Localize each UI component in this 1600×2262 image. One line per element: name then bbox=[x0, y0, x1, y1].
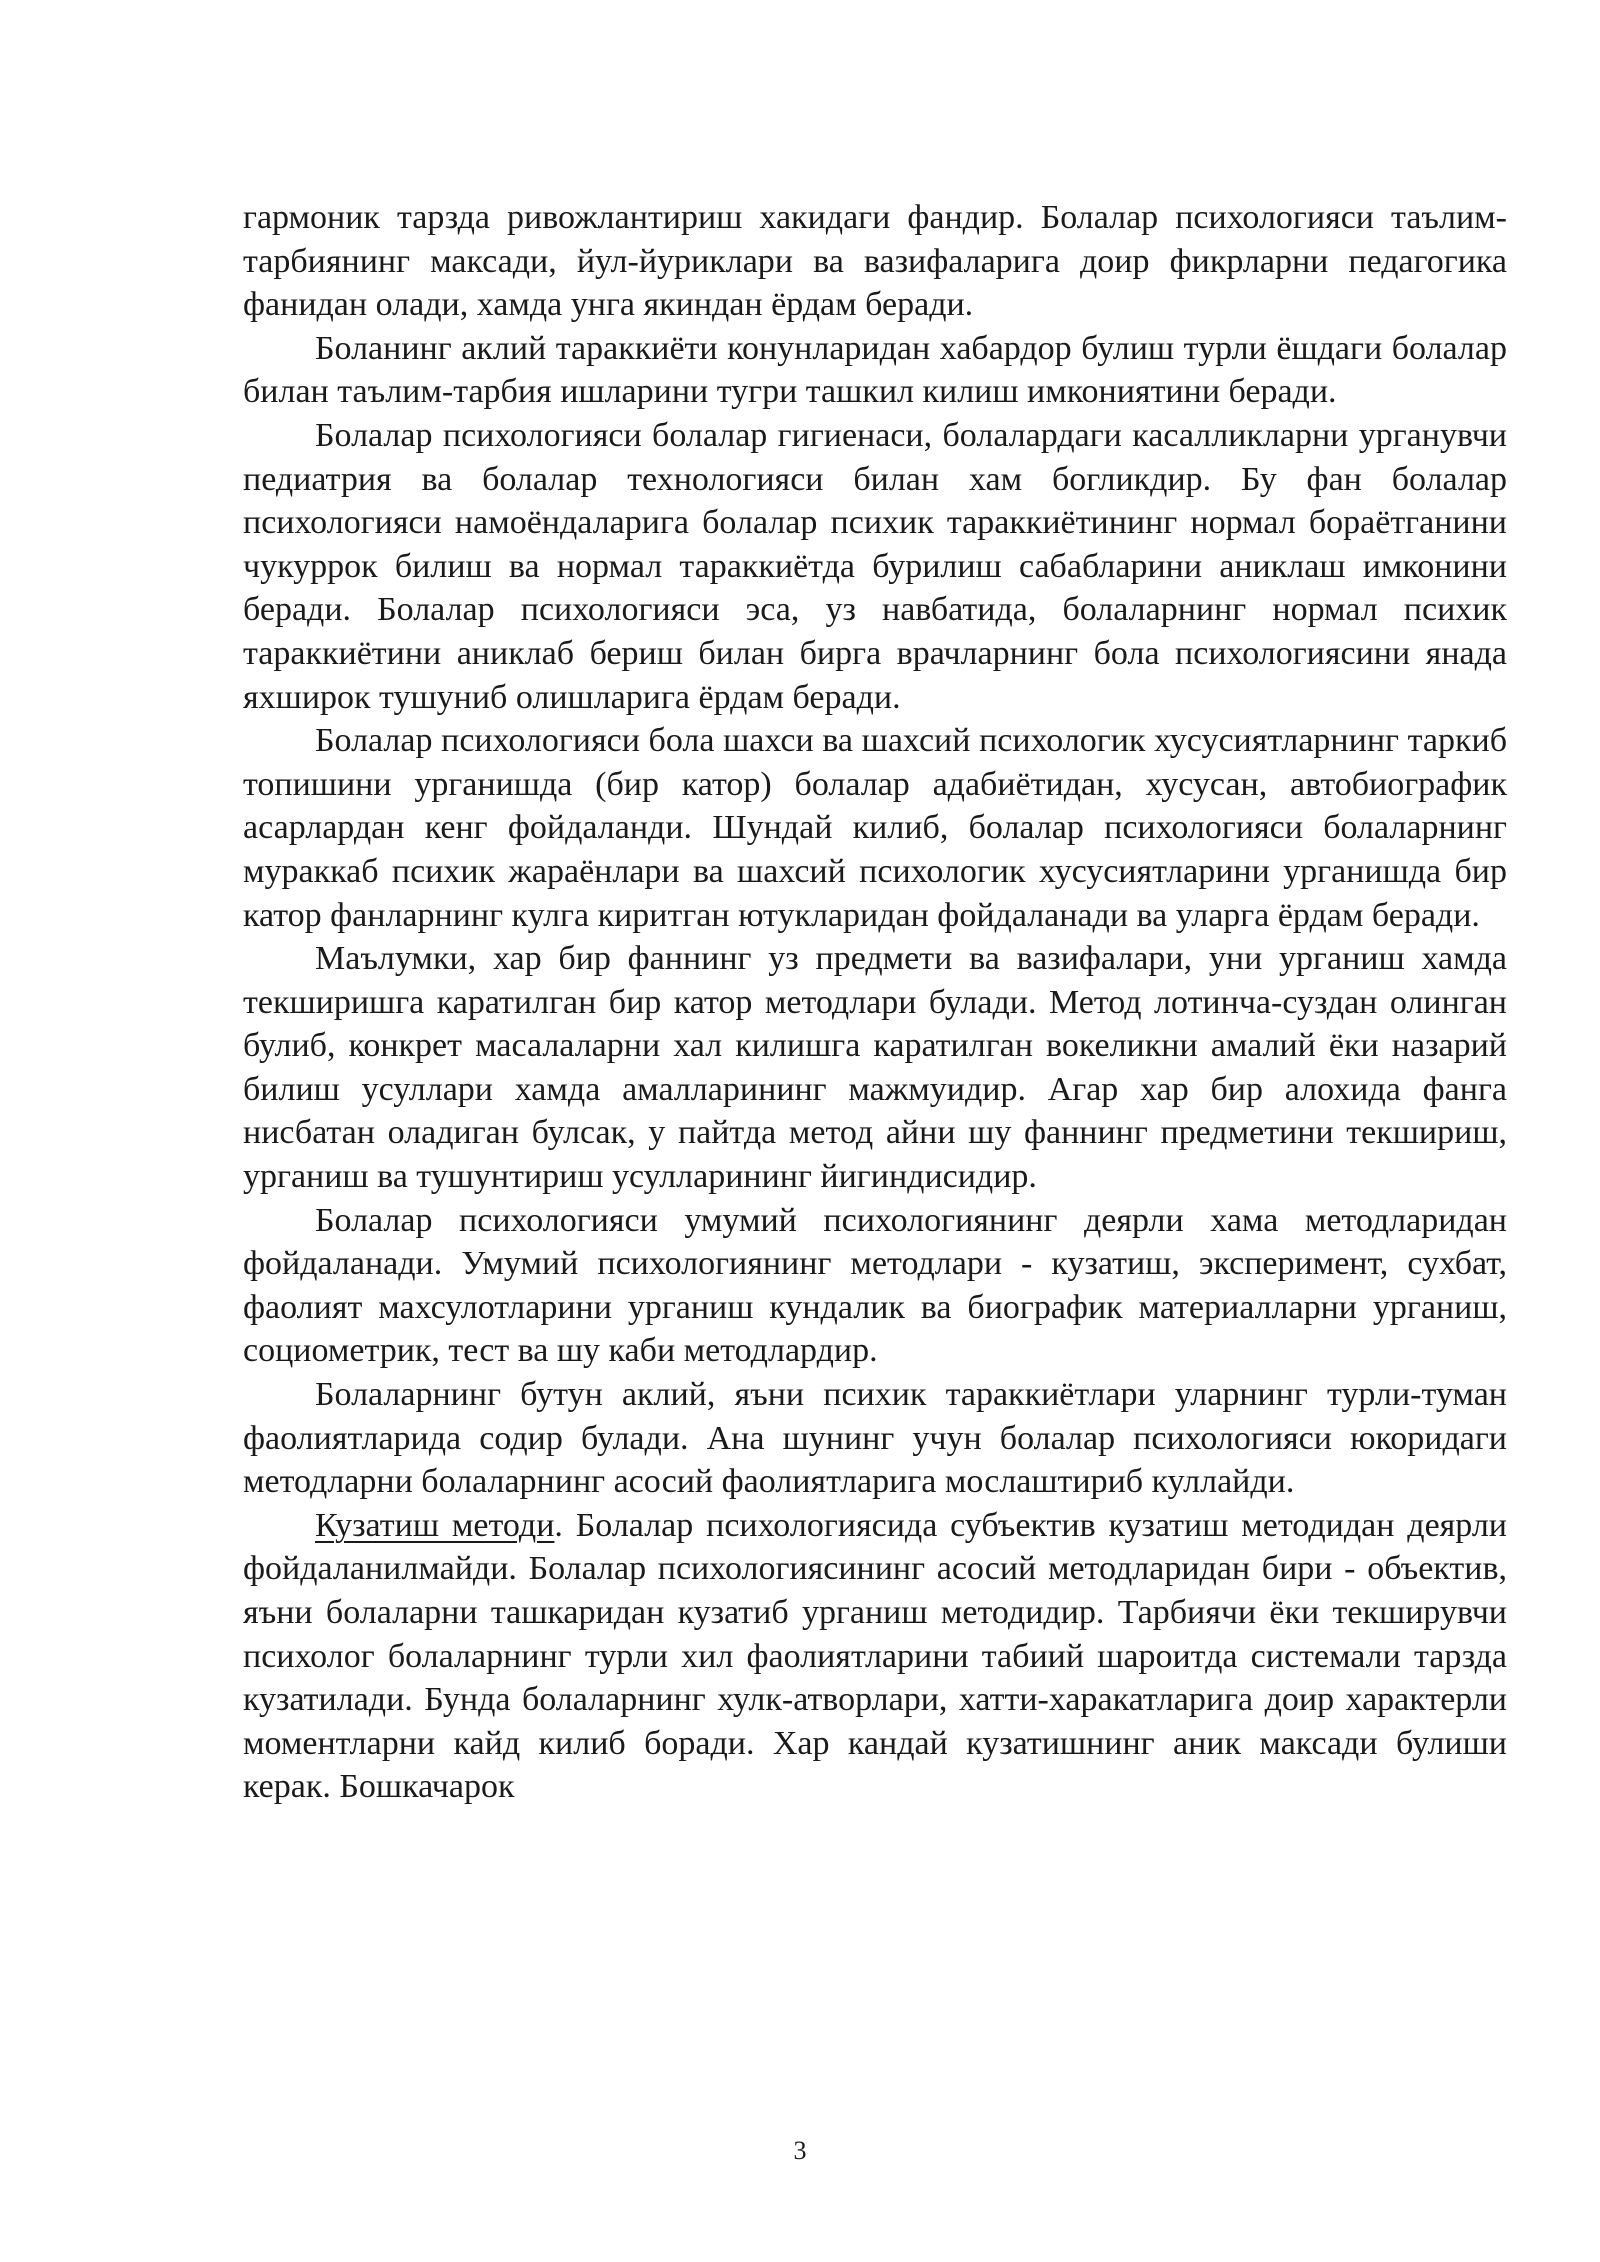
paragraph-2 bbox=[243, 327, 1507, 414]
paragraph-text: Боланинг аклий тараккиёти конунларидан хабардор булиш турли ёшдаги болалар билан таълим-тарбия ишларини тугри ташкил килиш имкониятини беради. bbox=[243, 329, 1507, 411]
document-body bbox=[243, 196, 1507, 1809]
section-heading-underlined: Кузатиш методи bbox=[315, 1506, 555, 1544]
paragraph-6 bbox=[243, 1199, 1507, 1373]
page-number: 3 bbox=[793, 2136, 807, 2165]
paragraph-5 bbox=[243, 937, 1507, 1199]
paragraph-text: . Болалар психологиясида субъектив кузатиш методидан деярли фойдаланилмайди. Болалар психологиясининг асосий методларидан бири - объектив, яъни болаларни ташкаридан кузатиб урганиш методидир. Тарбиячи ёки текширувчи психолог болаларнинг турли хил фаолиятларини табиий шароитда системали тарзда кузатилади. Бунда болаларнинг хулк-атворлари, хатти-харакатларига доир характерли моментларни кайд килиб боради. Хар кандай кузатишнинг аник максади булиши керак. Бошкачарок bbox=[243, 1506, 1508, 1806]
paragraph-text: Болаларнинг бутун аклий, яъни психик тараккиётлари уларнинг турли-туман фаолиятларида содир булади. Ана шунинг учун болалар психологияси юкоридаги методларни болаларнинг асосий фаолиятларига мослаштириб куллайди. bbox=[243, 1376, 1507, 1501]
paragraph-8 bbox=[243, 1504, 1507, 1809]
paragraph-text: Болалар психологияси болалар гигиенаси, болалардаги касалликларни урганувчи педиатрия ва болалар технологияси билан хам богликдир. Бу фан болалар психологияси намоёндаларига болалар психик тараккиётининг нормал бораётганини чукуррок билиш ва нормал тараккиётда бурилиш сабабларини аниклаш имконини беради. Болалар психологияси эса, уз навбатида, болаларнинг нормал психик тараккиётини аниклаб бериш билан бирга врачларнинг бола психологиясини янада яхширок тушуниб олишларига ёрдам беради. bbox=[243, 416, 1507, 716]
paragraph-text: Болалар психологияси бола шахси ва шахсий психологик хусусиятларнинг таркиб топишини урганишда (бир катор) болалар адабиётидан, хусусан, автобиографик асарлардан кенг фойдаланди. Шундай килиб, болалар психологияси болаларнинг мураккаб психик жараёнлари ва шахсий психологик хусусиятларини урганишда бир катор фанларнинг кулга киритган ютукларидан фойдаланади ва уларга ёрдам беради. bbox=[243, 722, 1507, 934]
paragraph-1 bbox=[243, 196, 1507, 327]
paragraph-text: гармоник тарзда ривожлантириш хакидаги фандир. Болалар психологияси таълим-тарбиянинг максади, йул-йуриклари ва вазифаларига доир фикрларни педагогика фанидан олади, хамда унга якиндан ёрдам беради. bbox=[243, 199, 1507, 324]
paragraph-3 bbox=[243, 414, 1507, 719]
paragraph-4 bbox=[243, 719, 1507, 937]
paragraph-text: Болалар психологияси умумий психологиянинг деярли хама методларидан фойдаланади. Умумий психологиянинг методлари - кузатиш, эксперимент, сухбат, фаолият махсулотларини урганиш кундалик ва биографик материалларни урганиш, социометрик, тест ва шу каби методлардир. bbox=[243, 1201, 1507, 1370]
paragraph-text: Маълумки, хар бир фаннинг уз предмети ва вазифалари, уни урганиш хамда текширишга каратилган бир катор методлари булади. Метод лотинча-суздан олинган булиб, конкрет масалаларни хал килишга каратилган вокеликни амалий ёки назарий билиш усуллари хамда амалларининг мажмуидир. Агар хар бир алохида фанга нисбатан оладиган булсак, у пайтда метод айни шу фаннинг предметини текшириш, урганиш ва тушунтириш усулларининг йигиндисидир. bbox=[243, 940, 1507, 1196]
paragraph-7 bbox=[243, 1373, 1507, 1504]
